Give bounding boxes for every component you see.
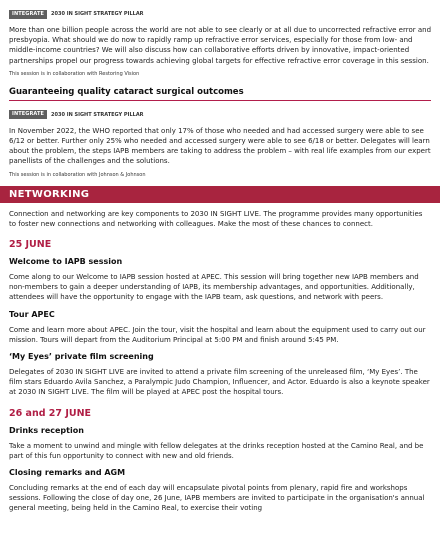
welcome-session-body: Come along to our Welcome to IAPB session hosted at APEC. This session will bring together new IAPB members and non-members to gain a deeper understanding of IAPB, its membership advantages, and opportunities. Additionally, attendees will have the opportunity to engage with the IAPB team, ask questions, and network with peers. <box>9 273 419 302</box>
drinks-reception-body: Take a moment to unwind and mingle with fellow delegates at the drinks reception hosted at the Camino Real, and be part of this fun opportunity to connect with new and old friends. <box>9 441 424 460</box>
film-screening-title: ‘My Eyes’ private film screening <box>9 352 154 362</box>
drinks-reception-title: Drinks reception <box>9 425 84 435</box>
closing-remarks-title: Closing remarks and AGM <box>9 468 126 478</box>
session-description: More than one billion people across the world are not able to see clearly or at all due to uncorrected refractive error and presbyopia. What should we do now to rapidly ramp up refractive error services, especially for those from low- and middle-income countries? We will also discuss how can collaborative efforts driven by innovative, impact-oriented partnerships propel our progress towards achieving global targets for effective refractive error coverage in this session. <box>9 26 432 65</box>
networking-intro: Connection and networking are key components to 2030 IN SIGHT LIVE. The programme provides many opportunities to foster new connections and networking with colleagues. Make the most of these chances to connect. <box>9 209 423 228</box>
session-tag-line <box>9 9 431 19</box>
date-heading-25-june: 25 JUNE <box>9 239 52 251</box>
strategy-pillar-label: 2030 IN SIGHT STRATEGY PILLAR <box>51 111 144 118</box>
networking-banner: NETWORKING <box>0 186 440 203</box>
film-screening-body: Delegates of 2030 IN SIGHT LIVE are invited to attend a private film screening of the unreleased film, ‘My Eyes’. The film stars Eduardo Avila Sanchez, a Paralympic Judo Champion, Influencer, and Actor. Eduardo is also a keynote speaker at 2030 IN SIGHT LIVE. The film will be played at APEC post the hospital tours. <box>9 368 430 397</box>
cataract-session <box>0 110 440 179</box>
collaboration-note: This session is in collaboration with Restoring Vision <box>9 70 140 77</box>
welcome-session-title: Welcome to IAPB session <box>9 257 123 267</box>
networking-section <box>0 209 440 514</box>
refractive-error-session <box>0 9 440 78</box>
integrate-tag: INTEGRATE <box>9 10 47 19</box>
session-tag-line <box>9 110 431 120</box>
strategy-pillar-label: 2030 IN SIGHT STRATEGY PILLAR <box>51 11 144 17</box>
integrate-tag: INTEGRATE <box>9 110 47 119</box>
cataract-session-title-box <box>9 84 431 101</box>
tour-apec-body: Come and learn more about APEC. Join the tour, visit the hospital and learn about the equipment used to carry out our mission. Tours will depart from the Auditorium Principal at 5:00 PM and finish around 5:45 PM. <box>9 325 426 344</box>
closing-remarks-body: Concluding remarks at the end of each day will encapsulate pivotal points from plenary, rapid fire and workshops sessions. Following the close of day one, 26 June, IAPB members are invited to participate in the organisation's annual general meeting, being held in the Camino Real, to exercise their voting <box>9 484 425 513</box>
date-heading-26-27-june: 26 and 27 JUNE <box>9 407 92 419</box>
session-description: In November 2022, the WHO reported that only 17% of those who needed and had accessed surgery were able to see 6/12 or better. Further only 25% who needed and accessed surgery were able to see 6/18 or better. Delegates will learn about the problem, the steps IAPB members are taking to address the problem – with real life examples from our expert panellists of the challenges and the solutions. <box>9 126 431 166</box>
cataract-session-title: Guaranteeing quality cataract surgical outcomes <box>9 86 244 97</box>
tour-apec-title: Tour APEC <box>9 309 55 319</box>
collaboration-note: This session is in collaboration with Johnson & Johnson <box>9 171 146 178</box>
